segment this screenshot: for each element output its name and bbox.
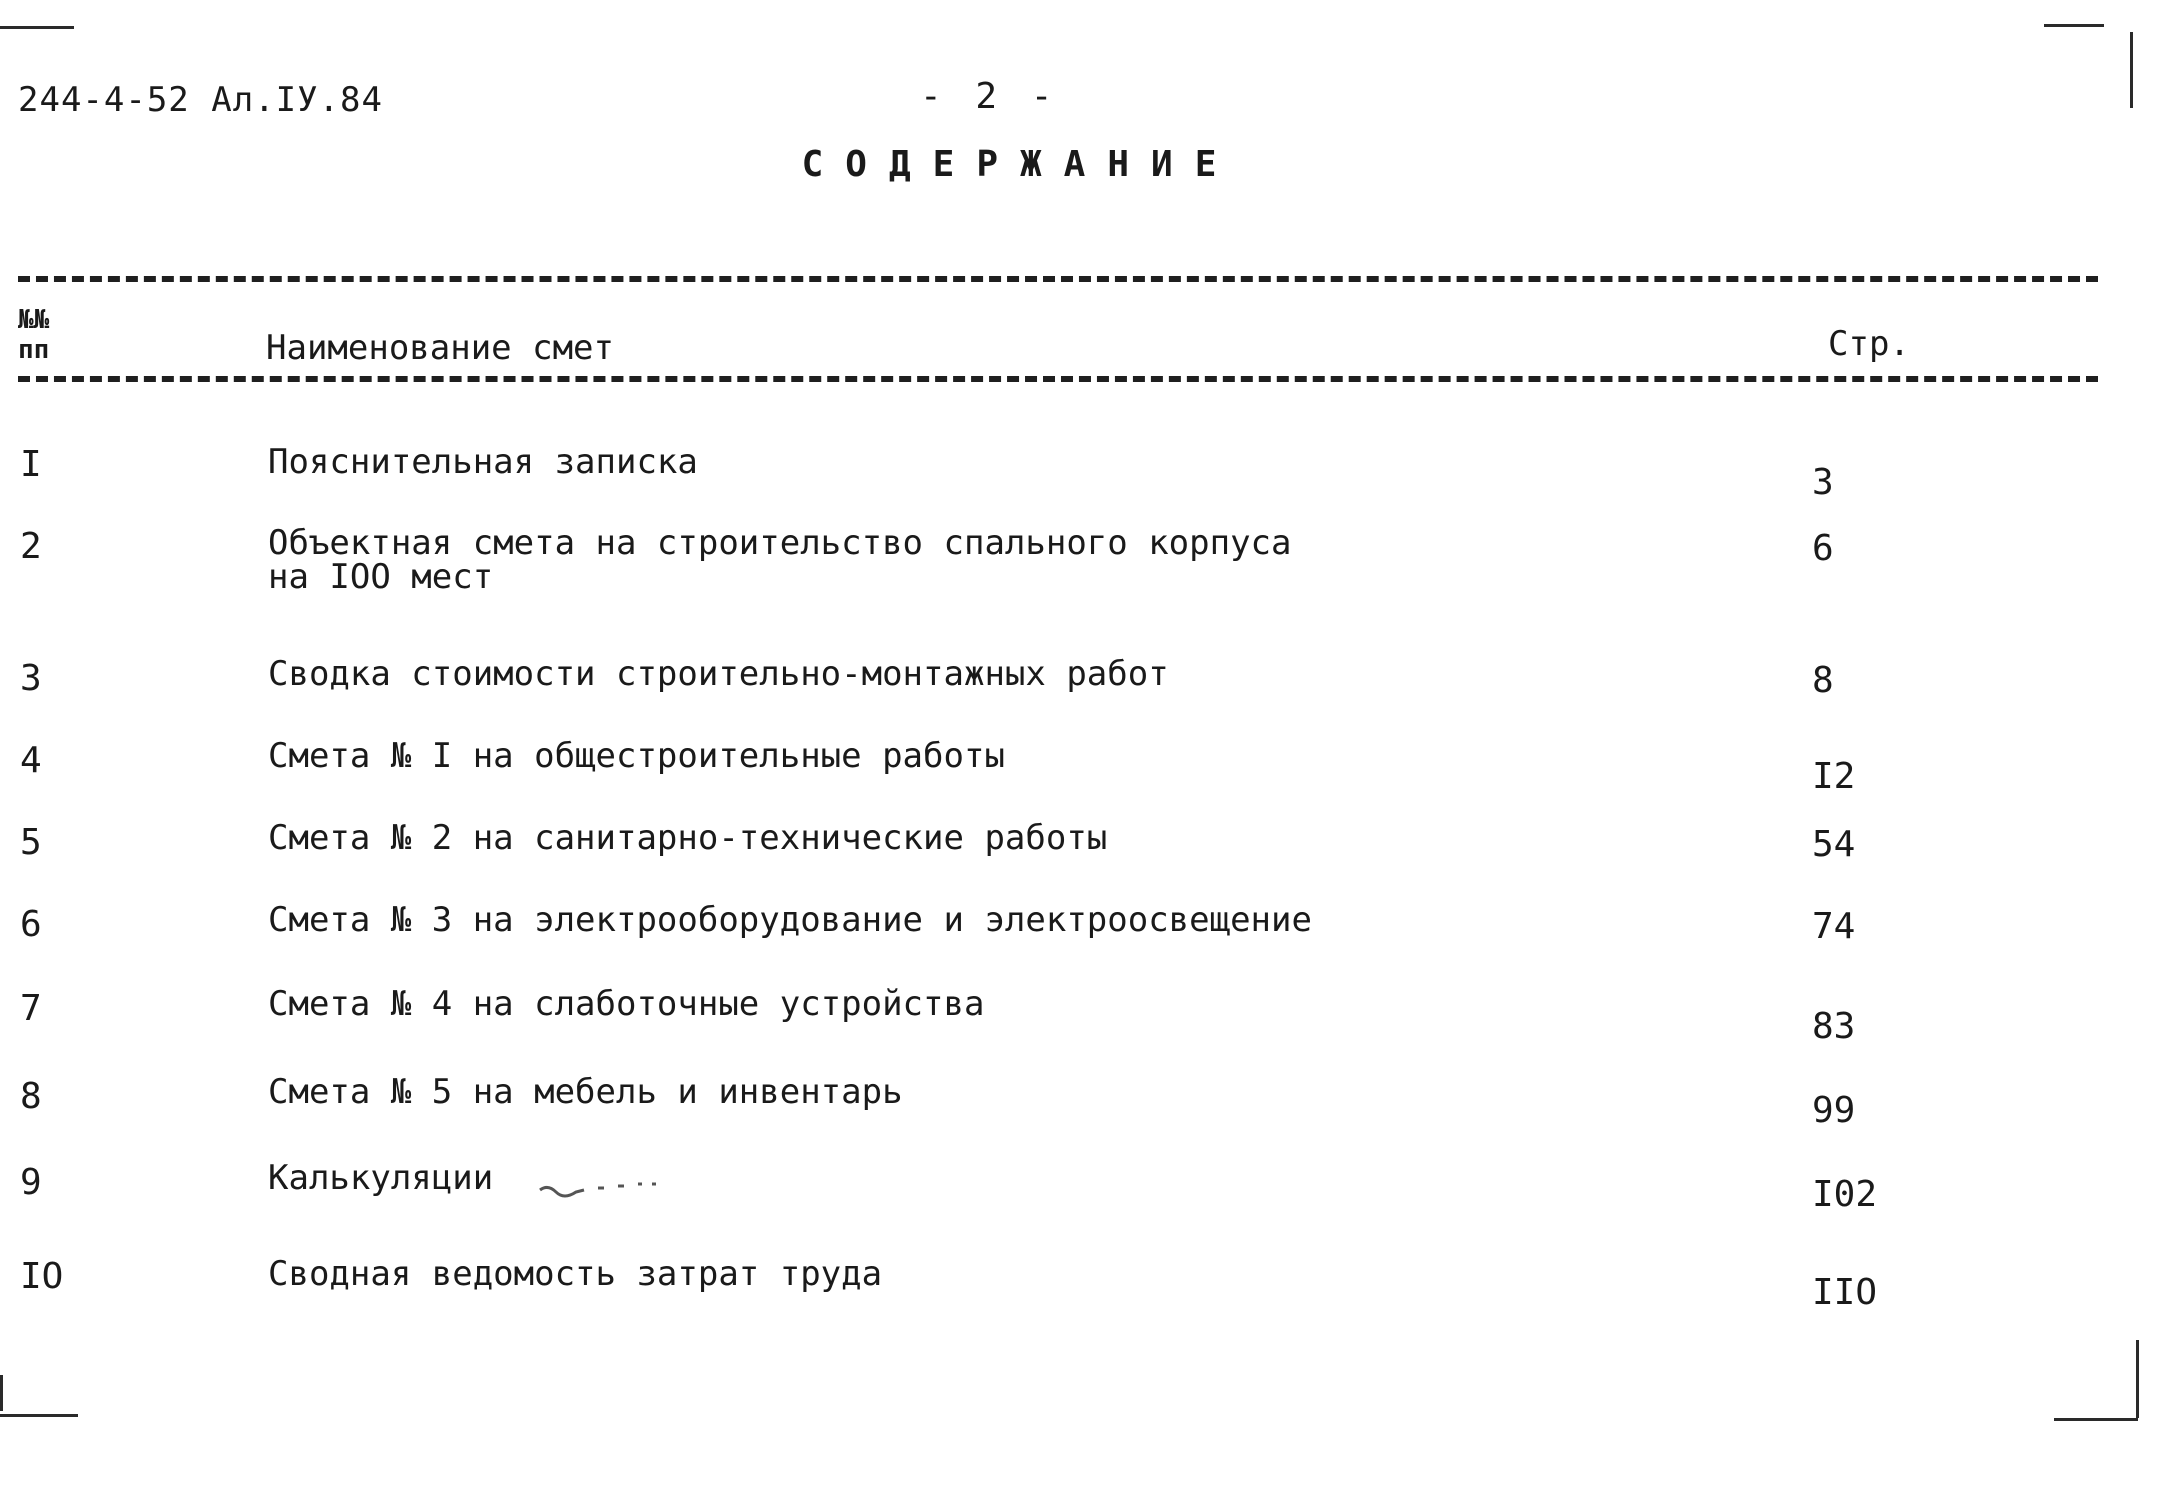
row-name: Смета № 5 на мебель и инвентарь	[268, 1072, 903, 1112]
row-number: 7	[20, 988, 42, 1029]
table-header-rule	[18, 376, 2098, 382]
row-page: I02	[1812, 1174, 1878, 1215]
row-page: 74	[1812, 906, 1856, 947]
column-header-name: Наименование смет	[266, 328, 614, 368]
row-name: Смета № 3 на электрооборудование и электроосвещение	[268, 900, 1312, 940]
row-page: 6	[1812, 528, 1834, 569]
row-page: 8	[1812, 660, 1834, 701]
row-page: 54	[1812, 824, 1856, 865]
row-name: Сводка стоимости строительно-монтажных работ	[268, 654, 1169, 694]
row-number: 9	[20, 1162, 42, 1203]
row-name: Смета № I на общестроительные работы	[268, 736, 1005, 776]
illegible-smudge	[538, 1180, 688, 1200]
crop-mark-bottom-right	[2054, 1418, 2138, 1421]
row-number: 2	[20, 526, 42, 567]
row-number: 3	[20, 658, 42, 699]
column-header-page: Стр.	[1828, 324, 1910, 364]
row-number: 5	[20, 822, 42, 863]
row-number: 6	[20, 904, 42, 945]
row-name: Смета № 4 на слаботочные устройства	[268, 984, 985, 1024]
column-header-number: №№ пп	[18, 305, 50, 365]
row-number: 4	[20, 740, 42, 781]
crop-mark-bottom-left-vertical	[0, 1375, 3, 1411]
row-name: Смета № 2 на санитарно-технические работы	[268, 818, 1108, 858]
row-name: Сводная ведомость затрат труда	[268, 1254, 883, 1294]
row-name: Пояснительная записка	[268, 442, 698, 482]
crop-mark-top-right	[2044, 24, 2104, 27]
row-number: IO	[20, 1256, 64, 1297]
crop-mark-bottom-right-vertical	[2136, 1340, 2139, 1418]
row-page: 3	[1812, 462, 1834, 503]
crop-mark-top-left	[0, 26, 74, 29]
row-number: 8	[20, 1076, 42, 1117]
row-page: 83	[1812, 1006, 1856, 1047]
crop-mark-bottom-left	[0, 1414, 78, 1417]
row-name: Калькуляции	[268, 1158, 494, 1198]
table-top-rule	[18, 276, 2098, 282]
row-name: Объектная смета на строительство спального корпуса на IOO мест	[268, 523, 1292, 597]
page-title: СОДЕРЖАНИЕ	[801, 144, 1239, 185]
document-code: 244-4-52 Ал.IУ.84	[18, 80, 383, 120]
row-page: I2	[1812, 756, 1856, 797]
crop-mark-right-vertical	[2130, 32, 2133, 108]
page-number: - 2 -	[920, 76, 1059, 117]
row-number: I	[20, 444, 42, 485]
row-page: IIO	[1812, 1272, 1878, 1313]
row-page: 99	[1812, 1090, 1856, 1131]
